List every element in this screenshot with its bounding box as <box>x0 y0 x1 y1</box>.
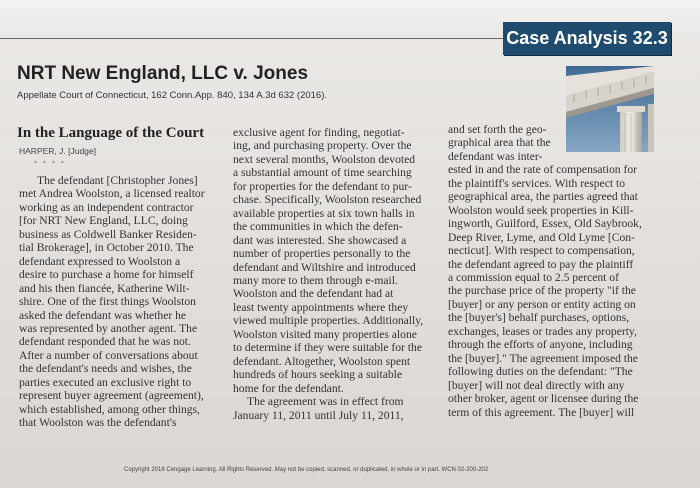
text-line: Woolston would seek properties in Kill- <box>448 203 634 217</box>
text-line: the [buyer]." The agreement imposed the <box>448 351 638 365</box>
text-line: January 11, 2011 until July 11, 2011, <box>233 408 404 422</box>
text-line: home for the defendant. <box>233 381 344 395</box>
text-line: met Andrea Woolston, a licensed realtor <box>19 187 205 201</box>
case-citation: Appellate Court of Connecticut, 162 Conn.App. 840, 134 A.3d 632 (2016). <box>17 90 328 101</box>
text-line: defendant expressed to Woolston a <box>19 254 181 268</box>
text-line: many more to them through e-mail. <box>233 273 398 287</box>
text-line: geographical area, the parties agreed that <box>448 190 638 204</box>
text-line: ested in and the rate of compensation for <box>448 163 637 177</box>
text-line: and set forth the geo- <box>448 123 547 136</box>
text-line: exchanges, leases or trades any property, <box>448 324 637 338</box>
text-line: the communities in which the defen- <box>233 220 403 234</box>
judge-name: HARPER, J. [Judge] <box>19 146 97 156</box>
text-line: Deep River, Lyme, and Old Lyme [Con- <box>448 230 635 244</box>
case-title: NRT New England, LLC v. Jones <box>17 63 309 84</box>
text-line: that Woolston was the defendant's <box>19 416 177 430</box>
text-line: desire to purchase a home for himself <box>19 268 194 282</box>
copyright-footer: Copyright 2018 Cengage Learning. All Rights Reserved. May not be copied, scanned, or duplicated, in whole or in part. WCN 02-200-202 <box>124 467 489 473</box>
text-line: represent buyer agreement (agreement), <box>19 389 204 403</box>
text-line: available properties at six town halls in <box>233 206 415 220</box>
text-line: chase. Specifically, Woolston researched <box>233 193 422 207</box>
text-line: to determine if they were suitable for the <box>233 341 422 355</box>
text-line: the defendant's needs and wishes, the <box>19 362 192 376</box>
text-line: necticut]. With respect to compensation, <box>448 244 635 258</box>
text-line: viewed multiple properties. Additionally, <box>233 314 424 328</box>
text-line: business as Coldwell Banker Residen- <box>19 227 197 241</box>
text-line: hundreds of hours seeking a suitable <box>233 368 403 382</box>
text-line: the [buyer's] behalf purchases, options, <box>448 311 630 325</box>
text-line: parties executed an exclusive right to <box>19 375 192 389</box>
text-line: Woolston visited many properties alone <box>233 327 417 341</box>
text-line: The defendant [Christopher Jones] <box>37 174 198 187</box>
text-line: number of properties personally to the <box>233 247 411 261</box>
text-line: [buyer] will not deal directly with any <box>448 378 625 392</box>
text-line: a substantial amount of time searching <box>233 166 412 180</box>
text-column-3 <box>448 123 642 419</box>
text-line: was represented by another agent. The <box>19 321 198 335</box>
text-line: exclusive agent for finding, negotiat- <box>233 126 405 139</box>
text-line: defendant. Altogether, Woolston spent <box>233 354 411 368</box>
text-line: graphical area that the <box>448 136 551 150</box>
section-heading: In the Language of the Court <box>17 125 205 141</box>
ellipsis-separator: * * * * <box>34 160 66 167</box>
text-line: defendant and Wiltshire and introduced <box>233 260 416 274</box>
text-line: the plaintiff's services. With respect to <box>448 176 625 190</box>
text-line: defendant was inter- <box>448 149 543 163</box>
text-line: term of this agreement. The [buyer] will <box>448 405 635 419</box>
text-line: The agreement was in effect from <box>247 395 404 409</box>
text-line: ingworth, Guilford, Essex, Old Saybrook, <box>448 217 642 231</box>
text-line: which established, among other things, <box>19 402 200 416</box>
text-line: other broker, agent or licensee during the <box>448 392 639 406</box>
text-line: Woolston and the defendant had at <box>233 287 394 301</box>
text-line: dant was interested. She showcased a <box>233 233 407 247</box>
header-rule <box>0 38 508 39</box>
text-line: and his then fiancée, Katherine Wilt- <box>19 281 190 295</box>
text-line: asked the defendant was whether he <box>19 308 187 322</box>
text-line: least twenty appointments where they <box>233 300 409 314</box>
text-line: defendant responded that he was not. <box>19 335 191 349</box>
text-column-2 <box>233 126 423 422</box>
text-line: [for NRT New England, LLC, doing <box>19 214 188 228</box>
text-line: for properties for the defendant to pur- <box>233 179 412 193</box>
case-analysis-badge: Case Analysis 32.3 <box>503 22 671 55</box>
text-column-1 <box>19 174 205 430</box>
text-line: [buyer] or any person or entity acting on <box>448 297 636 311</box>
text-line: tial Brokerage], in October 2010. The <box>19 241 194 255</box>
text-line: through the efforts of anyone, including <box>448 338 633 352</box>
text-line: next several months, Woolston devoted <box>233 152 416 166</box>
text-line: shire. One of the first things Woolston <box>19 295 196 309</box>
text-line: ing, and purchasing property. Over the <box>233 139 412 153</box>
text-line: After a number of conversations about <box>19 348 198 362</box>
text-line: the purchase price of the property "if the <box>448 284 636 298</box>
text-line: a commission equal to 2.5 percent of <box>448 270 619 284</box>
text-line: the defendant agreed to pay the plaintiff <box>448 257 634 271</box>
text-line: following duties on the defendant: "The <box>448 365 633 379</box>
text-line: working as an independent contractor <box>19 200 194 214</box>
